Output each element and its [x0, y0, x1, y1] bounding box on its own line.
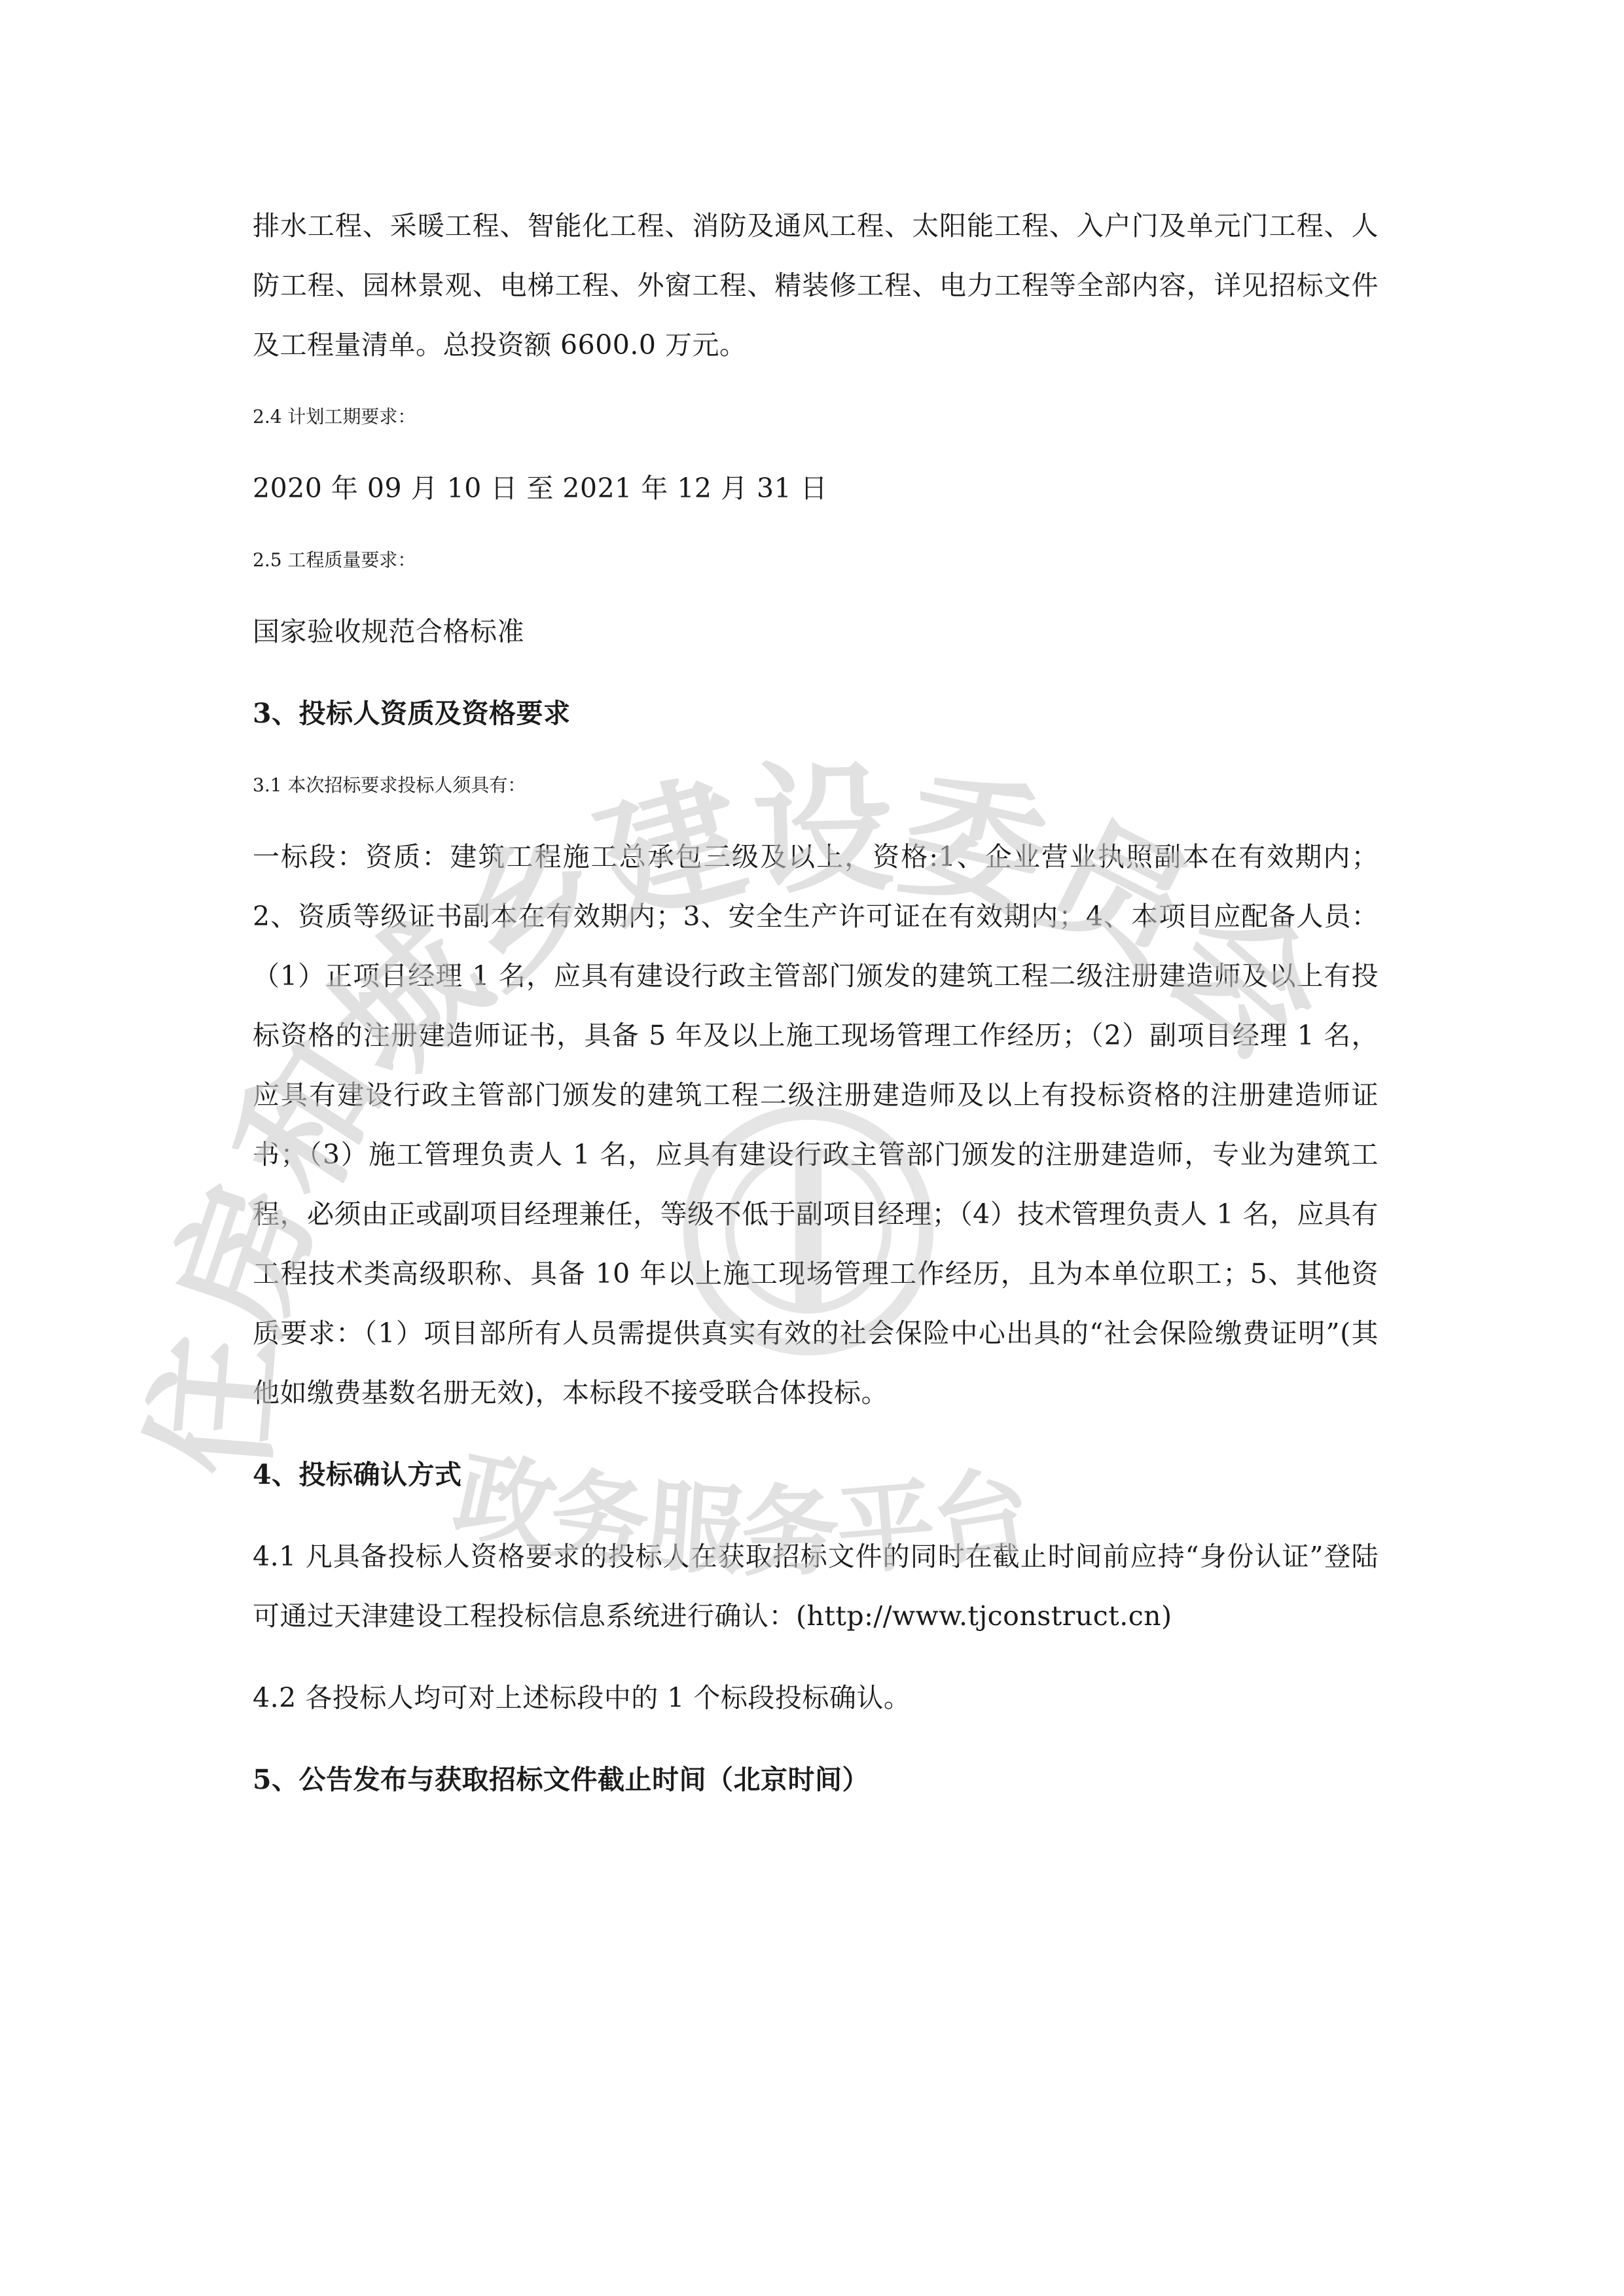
section-2-5-heading: 2.5 工程质量要求： — [253, 549, 416, 571]
section-2-5-body: 国家验收规范合格标准 — [253, 616, 524, 647]
intro-paragraph: 排水工程、采暖工程、智能化工程、消防及通风工程、太阳能工程、入户门及单元门工程、人防工程、园林景观、电梯工程、外窗工程、精装修工程、电力工程等全部内容，详见招标文件及工程量清单。总投资额 6600.0 万元。 — [253, 210, 1379, 361]
section-3-heading: 3、投标人资质及资格要求 — [253, 698, 571, 729]
watermark-outer-text: 住房和城乡建设委员会 — [127, 745, 1352, 1481]
section-2-4-heading: 2.4 计划工期要求： — [253, 406, 416, 427]
section-5-heading: 5、公告发布与获取招标文件截止时间（北京时间） — [253, 1764, 870, 1795]
section-2-4-body: 2020 年 09 月 10 日 至 2021 年 12 月 31 日 — [253, 473, 828, 504]
section-4-2-body: 4.2 各投标人均可对上述标段中的 1 个标段投标确认。 — [253, 1682, 911, 1713]
section-3-1-heading: 3.1 本次招标要求投标人须具有： — [253, 774, 526, 796]
watermark-inner-text: 政务服务平台 — [445, 1437, 1039, 1590]
section-4-heading: 4、投标确认方式 — [253, 1459, 462, 1490]
section-3-1-body: 一标段：资质：建筑工程施工总承包三级及以上，资格:1、企业营业执照副本在有效期内；2、资质等级证书副本在有效期内；3、安全生产许可证在有效期内；4、本项目应配备人员：（1）正项目经理 1 名，应具有建设行政主管部门颁发的建筑工程二级注册建造师及以上有投标资格的注册建造师证书，具备 5 年及以上施工现场管理工作经历；（2）副项目经理 1 名，应具有建设行政主管部门颁发的建筑工程二级注册建造师及以上有投标资格的注册建造师证书；（3）施工管理负责人 1 名，应具有建设行政主管部门颁发的注册建造师，专业为建筑工程，必须由正或副项目经理兼任，等级不低于副项目经理；（4）技术管理负责人 1 名，应具有工程技术类高级职称、具备 10 年以上施工现场管理工作经历，且为本单位职工；5、其他资质要求：（1）项目部所有人员需提供真实有效的社会保险中心出具的“社会保险缴费证明”(其他如缴费基数名册无效)，本标段不接受联合体投标。 — [253, 841, 1379, 1408]
section-4-1-body: 4.1 凡具备投标人资格要求的投标人在获取招标文件的同时在截止时间前应持“身份认证”登陆可通过天津建设工程投标信息系统进行确认：(http://www.tjconstruct.cn) — [253, 1541, 1379, 1632]
document-body — [253, 196, 1379, 1810]
